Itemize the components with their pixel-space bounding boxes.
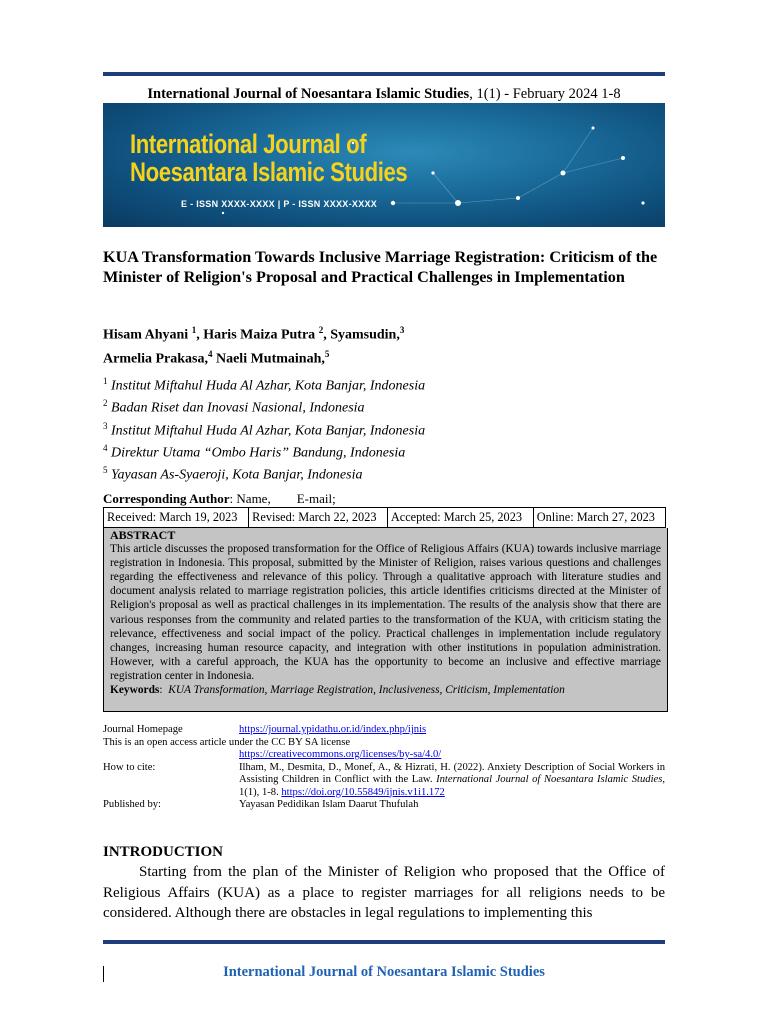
affiliation-text: Institut Miftahul Huda Al Azhar, Kota Banjar, Indonesia <box>107 423 426 439</box>
cite-text: Ilham, M., Desmita, D., Monef, A., & Hizrati, H. (2022). Anxiety Description of Social Workers in Assisting Children in Conflict with the Law. <box>239 761 665 785</box>
affiliation-item <box>103 418 425 440</box>
license-link[interactable]: https://creativecommons.org/licenses/by-sa/4.0/ <box>239 749 442 760</box>
received-date: Received: March 19, 2023 <box>104 508 249 528</box>
dates-table <box>103 507 666 528</box>
affiliation-item <box>103 373 425 395</box>
cite-journal: International Journal of Noesantara Islamic Studies, <box>436 774 665 785</box>
publisher-name: Yayasan Pedidikan Islam Daarut Thufulah <box>239 799 419 810</box>
cite-label: How to cite: <box>103 761 156 773</box>
affiliation-num: 2 <box>103 398 108 409</box>
online-date: Online: March 27, 2023 <box>533 508 665 528</box>
abstract-box <box>103 528 668 712</box>
author-name: Naeli Mutmainah, <box>212 351 325 367</box>
cite-volume: 1(1), 1-8. <box>239 786 282 798</box>
affiliation-item <box>103 440 425 462</box>
introduction-text: Starting from the plan of the Minister of Religion who proposed that the Office of Religious Affairs (KUA) as a place to register marriages for all religions needs to be considered. Although there are obstacles in legal regulations to implementing this <box>103 864 665 921</box>
running-header-issue: , 1(1) - February 2024 1-8 <box>469 86 621 102</box>
cite-row <box>103 762 665 800</box>
affiliation-num: 4 <box>103 442 108 453</box>
author-name: Hisam Ahyani <box>103 327 192 343</box>
author-affil-num: 1 <box>191 325 197 335</box>
affiliation-list <box>103 373 425 484</box>
banner-title-line2: Noesantara Islamic Studies <box>130 157 408 187</box>
introduction-heading: INTRODUCTION <box>103 844 224 860</box>
author-name: , Syamsudin, <box>323 327 400 343</box>
corresponding-author <box>103 491 336 507</box>
keywords-list: KUA Transformation, Marriage Registration, Inclusiveness, Criticism, Implementation <box>168 684 565 697</box>
affiliation-text: Badan Riset dan Inovasi Nasional, Indonesia <box>107 400 365 416</box>
corresponding-author-details: : Name, E-mail; <box>229 491 336 506</box>
article-title: KUA Transformation Towards Inclusive Marriage Registration: Criticism of the Minister of Religion's Proposal and Practical Challenges in Implementation <box>103 248 658 286</box>
journal-banner <box>103 103 665 227</box>
affiliation-text: Yayasan As-Syaeroji, Kota Banjar, Indonesia <box>107 467 363 483</box>
author-affil-num: 3 <box>399 325 405 335</box>
accepted-date: Accepted: March 25, 2023 <box>387 508 533 528</box>
revised-date: Revised: March 22, 2023 <box>249 508 388 528</box>
abstract-heading: ABSTRACT <box>110 528 176 542</box>
author-name: , Haris Maiza Putra <box>196 327 319 343</box>
running-header-journal: International Journal of Noesantara Islamic Studies <box>147 86 470 102</box>
open-access-text: This is an open access article under the CC BY SA license <box>103 736 351 748</box>
running-header <box>103 86 665 103</box>
publisher-label: Published by: <box>103 799 161 810</box>
license-row <box>103 737 665 762</box>
affiliation-item <box>103 462 425 484</box>
corresponding-author-label: Corresponding Author <box>103 491 230 506</box>
doi-link[interactable]: https://doi.org/10.55849/ijnis.v1i1.172 <box>281 786 445 798</box>
author-affil-num: 5 <box>324 348 330 359</box>
author-list <box>103 321 404 368</box>
affiliation-text: Direktur Utama “Ombo Haris” Bandung, Indonesia <box>107 445 406 461</box>
article-meta <box>103 724 665 812</box>
banner-issn: E - ISSN XXXX-XXXX | P - ISSN XXXX-XXXX <box>181 199 378 209</box>
affiliation-text: Institut Miftahul Huda Al Azhar, Kota Banjar, Indonesia <box>107 378 426 394</box>
abstract-text: This article discusses the proposed transformation for the Office of Religious Affairs (KUA) towards inclusive marriage registration in Indonesia. This proposal, submitted by the Minister of Religion, raises various questions and challenges regarding the effectiveness and relevance of this policy. Through a qualitative approach with literature studies and document analysis related to marriage registration policies, this article identifies criticisms directed at the Minister of Religion's proposal as well as practical challenges in its implementation. The results of the analysis show that there are various responses from the community and related parties to the transformation of the KUA, with criticism stating the relevance, effectiveness and social impact of the policy. Practical challenges in implementation include regulatory changes, increasing human resource capacity, and integration with other institutions in population administration. However, with a careful approach, the KUA has the opportunity to become an inclusive and effective marriage registration center in Indonesia. <box>110 543 661 682</box>
bottom-rule <box>103 940 665 944</box>
homepage-label: Journal Homepage <box>103 724 183 735</box>
affiliation-item <box>103 395 425 417</box>
homepage-row <box>103 724 665 737</box>
affiliation-num: 5 <box>103 465 108 475</box>
keywords-label: Keywords <box>110 684 160 697</box>
homepage-link[interactable]: https://journal.ypidathu.or.id/index.php/ijnis <box>239 724 427 735</box>
author-affil-num: 4 <box>207 348 213 359</box>
publisher-row <box>103 799 665 812</box>
author-name: Armelia Prakasa, <box>103 351 208 367</box>
author-affil-num: 2 <box>318 325 324 335</box>
affiliation-num: 1 <box>103 376 108 386</box>
top-rule <box>103 72 665 76</box>
banner-title-line1: International Journal of <box>130 129 367 159</box>
footer-journal-name: International Journal of Noesantara Islamic Studies <box>223 964 545 980</box>
dates-row <box>104 508 666 528</box>
keywords: Keywords: KUA Transformation, Marriage Registration, Inclusiveness, Criticism, Implementation <box>110 684 565 697</box>
affiliation-num: 3 <box>103 420 108 431</box>
